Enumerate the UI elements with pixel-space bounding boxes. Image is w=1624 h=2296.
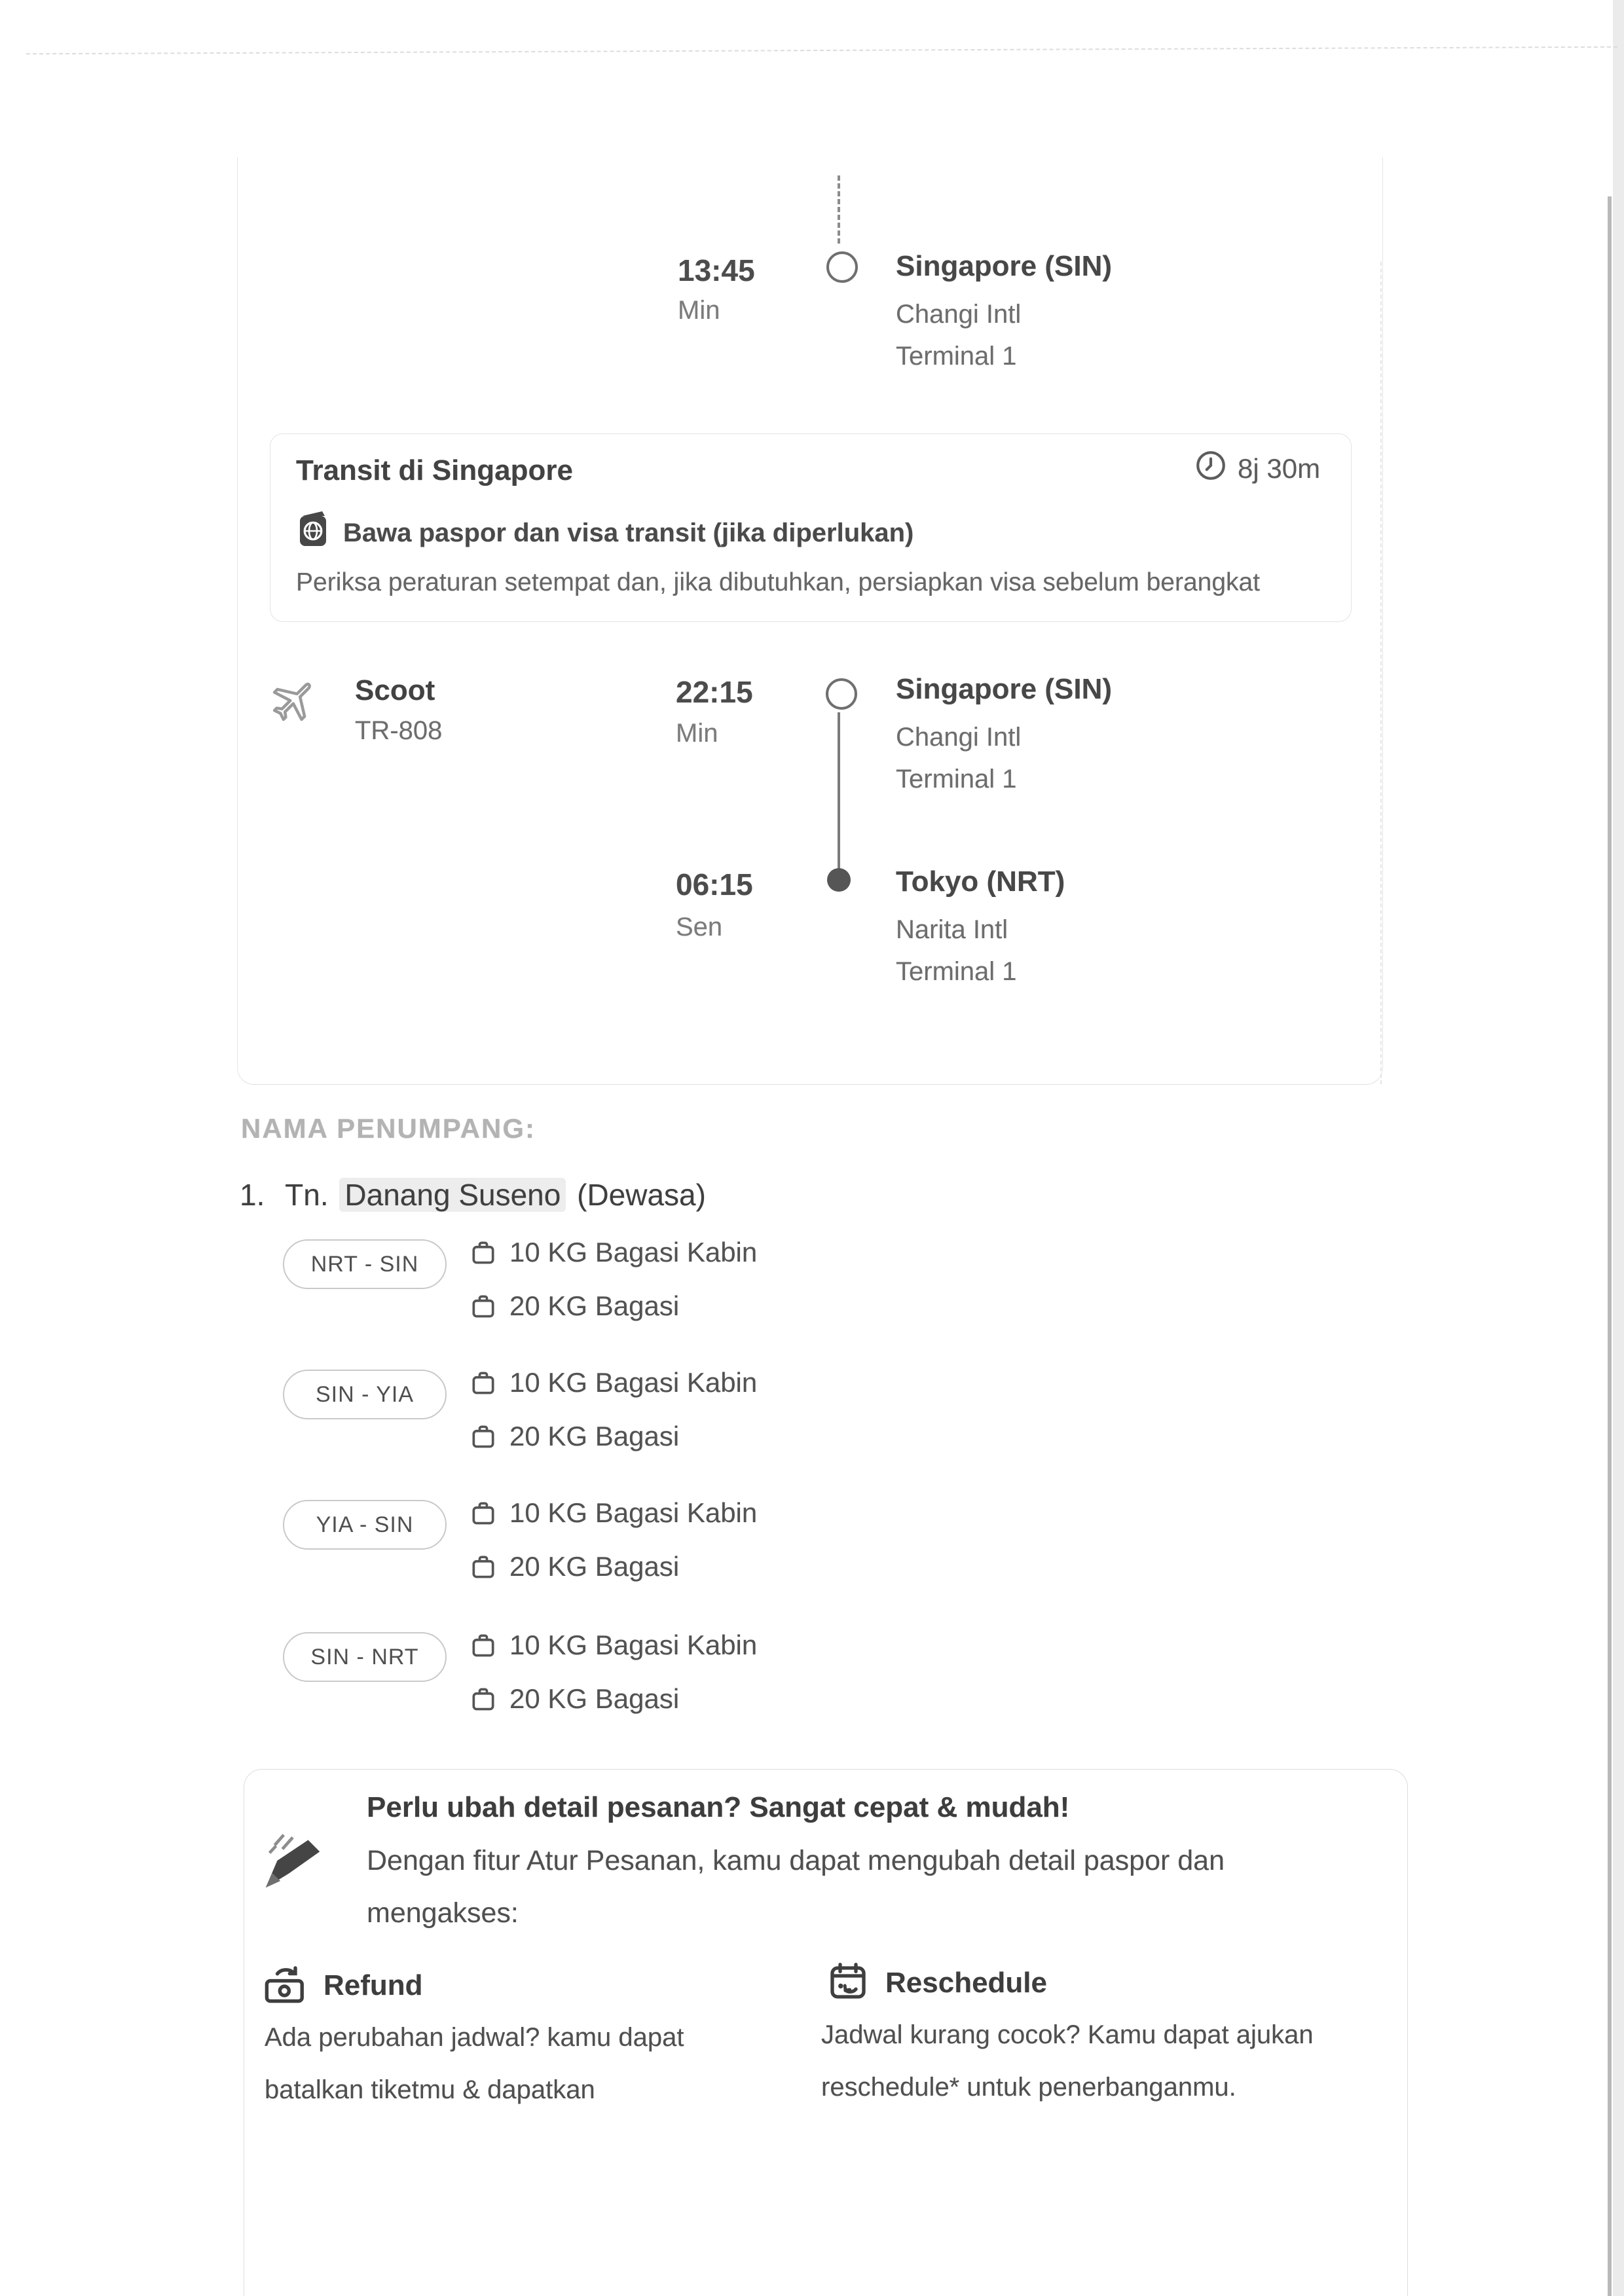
itinerary-card-edge <box>1380 262 1382 1084</box>
scan-artifact-line <box>26 46 1617 55</box>
reschedule-icon <box>826 1960 870 2002</box>
timeline-dashed-line <box>838 175 840 244</box>
transit-duration: 8j 30m <box>1238 453 1321 484</box>
manage-box-body-1: Dengan fitur Atur Pesanan, kamu dapat mengubah detail paspor dan <box>367 1845 1225 1876</box>
airline-name: Scoot <box>355 674 435 706</box>
transit-advice-title: Bawa paspor dan visa transit (jika diperlukan) <box>343 519 914 547</box>
refund-line-2: batalkan tiketmu & dapatkan <box>265 2075 595 2104</box>
baggage-checked-label: 20 KG Bagasi <box>509 1421 680 1451</box>
arrival2-time: 06:15 <box>676 867 753 902</box>
baggage-checked-label: 20 KG Bagasi <box>509 1290 680 1321</box>
reschedule-label: Reschedule <box>885 1967 1047 1999</box>
passenger-type: (Dewasa) <box>577 1178 706 1212</box>
refund-line-1: Ada perubahan jadwal? kamu dapat <box>265 2023 684 2052</box>
departure-time: 22:15 <box>676 675 753 709</box>
route-badge: YIA - SIN <box>283 1500 447 1550</box>
clock-icon <box>1194 449 1227 482</box>
departure-terminal: Terminal 1 <box>896 765 1017 793</box>
passenger-row <box>240 1177 706 1212</box>
arrival2-terminal: Terminal 1 <box>896 957 1017 986</box>
passenger-section-heading: NAMA PENUMPANG: <box>241 1113 536 1144</box>
arrival-day: Min <box>678 296 720 325</box>
arrival2-airport: Narita Intl <box>896 915 1008 944</box>
baggage-icon <box>469 1237 498 1268</box>
baggage-cabin-label: 10 KG Bagasi Kabin <box>509 1367 758 1398</box>
route-badge: SIN - NRT <box>283 1632 447 1682</box>
baggage-cabin-label: 10 KG Bagasi Kabin <box>509 1497 758 1528</box>
baggage-row <box>469 1367 757 1398</box>
baggage-icon <box>469 1290 498 1322</box>
arrival-time: 13:45 <box>678 253 755 287</box>
manage-box-body-2: mengakses: <box>367 1897 519 1929</box>
baggage-icon <box>469 1497 498 1529</box>
route-badge: NRT - SIN <box>283 1239 447 1289</box>
baggage-row <box>469 1630 757 1661</box>
departure-city: Singapore (SIN) <box>896 673 1113 705</box>
baggage-icon <box>469 1367 498 1398</box>
manage-box-title: Perlu ubah detail pesanan? Sangat cepat & mudah! <box>367 1791 1070 1823</box>
departure-day: Min <box>676 719 718 748</box>
baggage-row <box>469 1683 679 1715</box>
arrival-terminal: Terminal 1 <box>896 342 1017 371</box>
arrival-airport: Changi Intl <box>896 300 1022 329</box>
passenger-index: 1. <box>240 1178 265 1212</box>
plane-icon <box>268 674 320 725</box>
baggage-row <box>469 1551 679 1582</box>
departure-airport: Changi Intl <box>896 723 1022 752</box>
baggage-checked-label: 20 KG Bagasi <box>509 1683 680 1714</box>
refund-label: Refund <box>323 1969 423 2001</box>
passenger-title: Tn. <box>285 1178 329 1212</box>
scan-edge-shadow <box>1608 196 1612 2296</box>
arrival2-day: Sen <box>676 913 723 941</box>
baggage-icon <box>469 1421 498 1452</box>
baggage-checked-label: 20 KG Bagasi <box>509 1551 680 1582</box>
baggage-cabin-label: 10 KG Bagasi Kabin <box>509 1237 758 1267</box>
timeline-line <box>838 712 840 871</box>
scan-edge-shadow-light <box>1613 0 1624 2296</box>
passenger-name: Danang Suseno <box>339 1178 566 1212</box>
timeline-arrival-icon <box>827 868 851 892</box>
transit-title: Transit di Singapore <box>296 454 573 486</box>
baggage-icon <box>469 1630 498 1661</box>
baggage-icon <box>469 1551 498 1582</box>
reschedule-line-2: reschedule* untuk penerbanganmu. <box>821 2073 1236 2102</box>
timeline-departure-icon <box>826 678 857 710</box>
passport-icon <box>296 508 330 549</box>
baggage-row <box>469 1421 679 1452</box>
arrival-city: Singapore (SIN) <box>896 250 1113 282</box>
pencil-icon <box>257 1820 329 1899</box>
baggage-row <box>469 1290 679 1322</box>
baggage-cabin-label: 10 KG Bagasi Kabin <box>509 1630 758 1660</box>
reschedule-line-1: Jadwal kurang cocok? Kamu dapat ajukan <box>821 2020 1314 2049</box>
timeline-stop-icon <box>826 251 858 283</box>
transit-advice-body: Periksa peraturan setempat dan, jika dibutuhkan, persiapkan visa sebelum berangkat <box>296 568 1261 596</box>
flight-number: TR-808 <box>355 716 443 745</box>
baggage-icon <box>469 1683 498 1715</box>
baggage-row <box>469 1497 757 1529</box>
baggage-row <box>469 1237 757 1268</box>
arrival2-city: Tokyo (NRT) <box>896 866 1065 898</box>
route-badge: SIN - YIA <box>283 1370 447 1419</box>
refund-icon <box>263 1964 309 2005</box>
